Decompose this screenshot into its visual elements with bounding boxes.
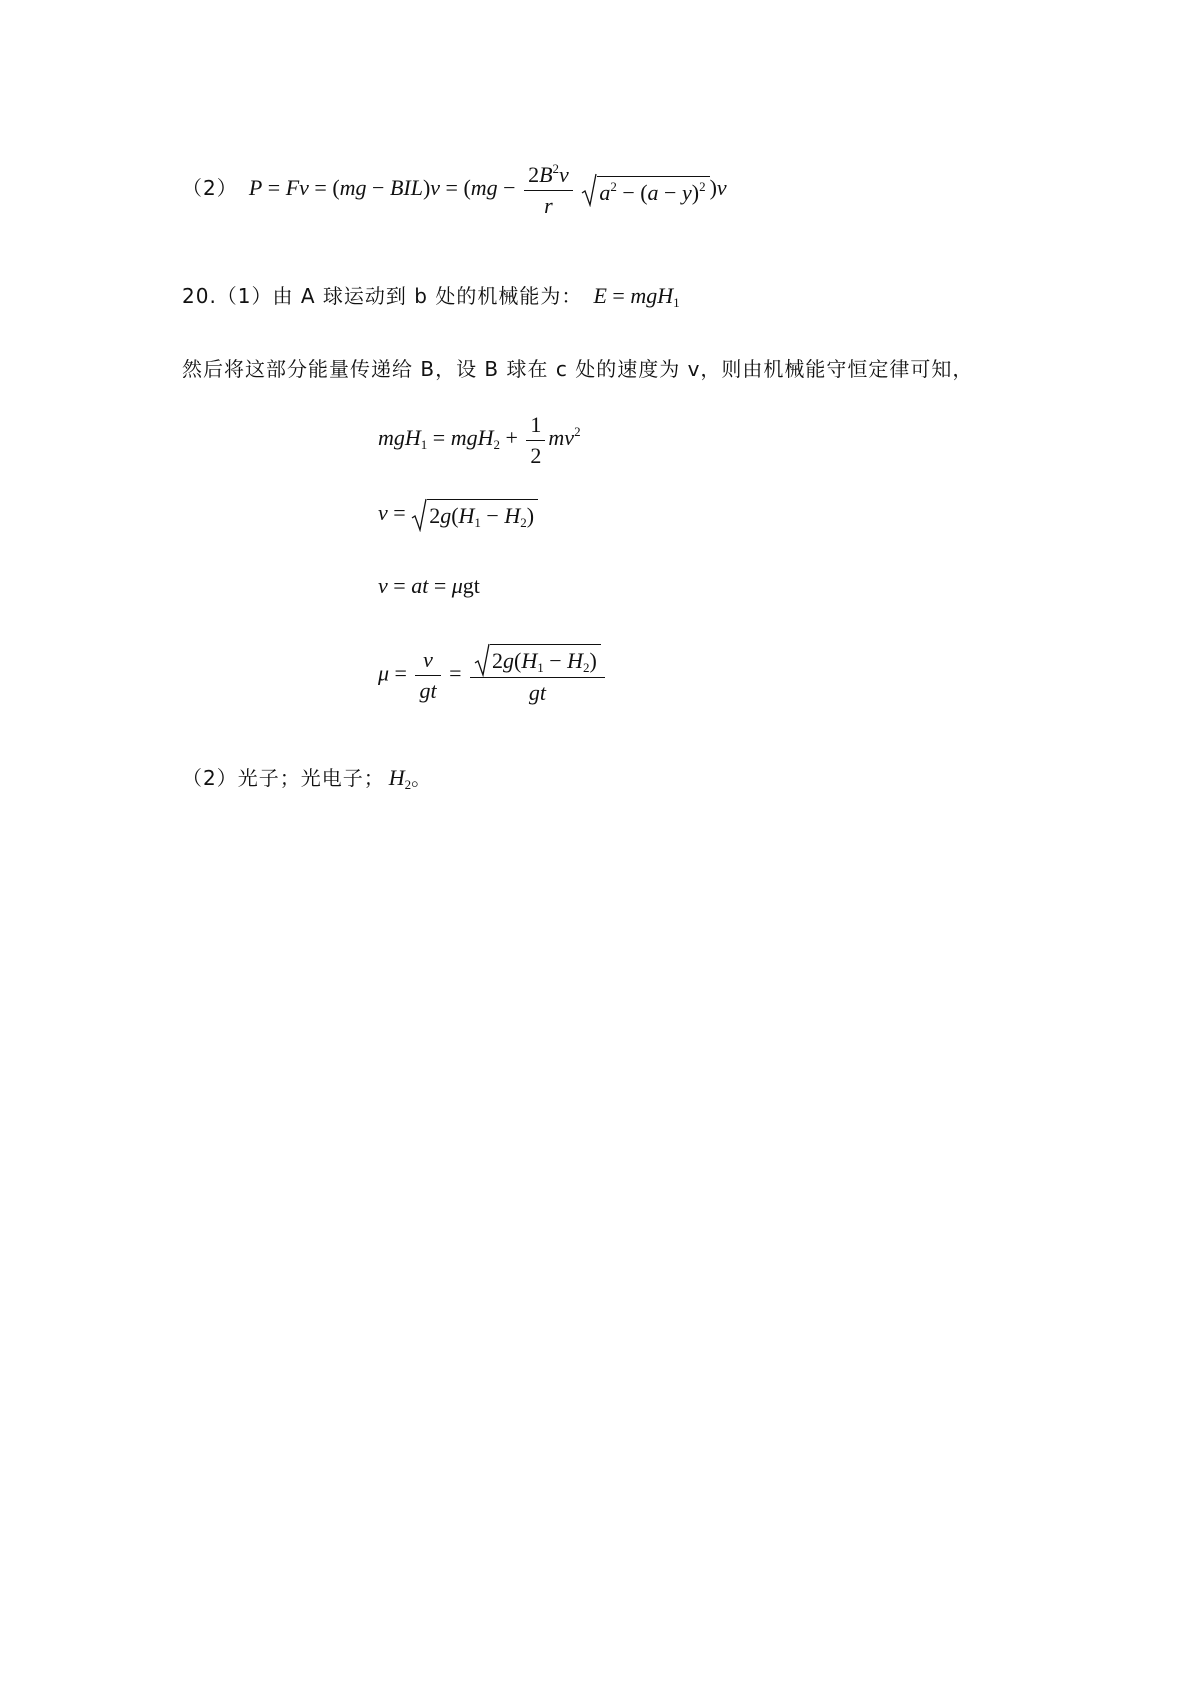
sqrt-a2-minus-ay2: $a^2 - (a - y)^2$ xyxy=(581,173,709,207)
kinematics-equation: v = at = μgt xyxy=(378,573,480,598)
velocity-equation: v = $2g(H_1 - H_2)$ xyxy=(378,498,538,532)
hydrogen-symbol: $H_2$ xyxy=(388,765,412,792)
q19-part2-line xyxy=(182,160,727,220)
q20-part2-end: 。 xyxy=(411,766,433,790)
q19-part2-prefix: （2） xyxy=(182,176,238,201)
sqrt-2g-h1-minus-h2: $2g(H_1 - H_2)$ xyxy=(411,498,538,532)
friction-coefficient-equation: μ = $\frac{v}{gt}$ = $\frac{2g(H_1 - H_2)}{gt}$ xyxy=(378,643,608,708)
q20-part2-line xyxy=(182,762,432,793)
fraction-2b2v-over-r: $\frac{2B^2v}{r}$ xyxy=(524,160,573,220)
fraction-sqrt-over-gt: $\frac{2g(H_1 - H_2)}{gt}$ xyxy=(470,643,605,708)
fraction-one-half: $\frac{1}{2}$ xyxy=(526,410,545,470)
q20-part1-lead: 20.（1）由 A 球运动到 b 处的机械能为： xyxy=(182,284,583,308)
energy-conservation-equation: mgH$_1$ = mgH$_2$ + $\frac{1}{2}$ $mv^2$ xyxy=(378,410,581,470)
q20-part2-text: （2）光子；光电子； xyxy=(182,766,385,790)
fraction-v-over-gt: $\frac{v}{gt}$ xyxy=(415,645,440,705)
power-equation: P = Fv = (mg − BIL)v = (mg − $\frac{2B^2v}{r}$ $a^2 - (a - y)^2$ )v xyxy=(249,175,727,200)
q20-part1-line xyxy=(182,280,680,311)
q20-transfer-text: 然后将这部分能量传递给 B，设 B 球在 c 处的速度为 v，则由机械能守恒定律可知， xyxy=(182,357,974,381)
q20-transfer-line xyxy=(182,353,973,382)
energy-equation: E = mgH$_1$ xyxy=(593,283,680,310)
